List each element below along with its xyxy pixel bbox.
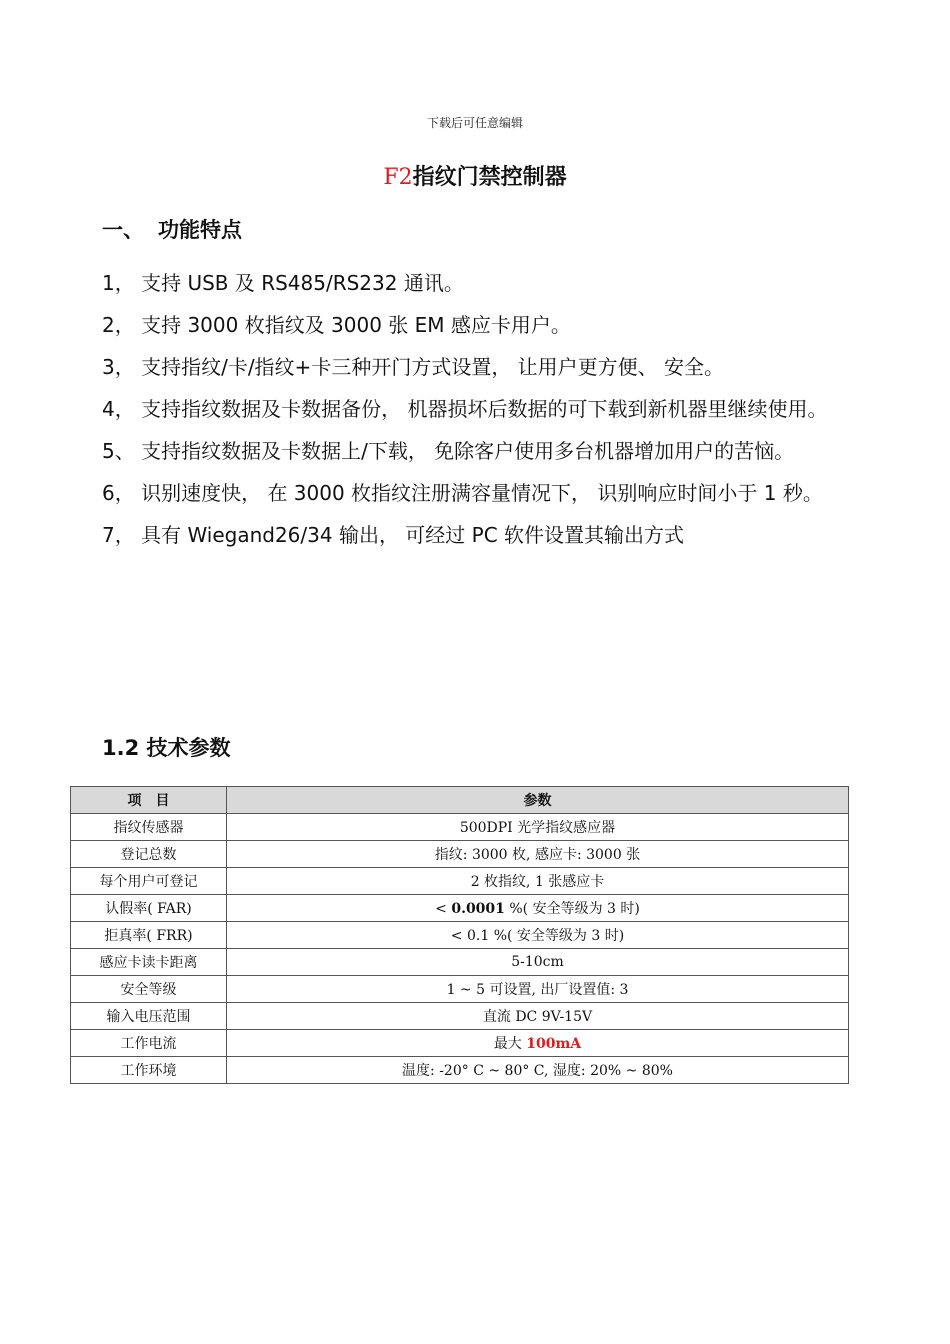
table-row (71, 1003, 849, 1030)
feature-item: 2， 支持 3000 枚指纹及 3000 张 EM 感应卡用户。 (102, 313, 571, 337)
table-row (71, 1057, 849, 1084)
item-cell: 安全等级 (71, 976, 227, 1003)
value-cell: 1 ~ 5 可设置, 出厂设置值: 3 (227, 976, 849, 1003)
value-cell: 指纹: 3000 枚, 感应卡: 3000 张 (227, 841, 849, 868)
section-heading-tech-params: 1.2 技术参数 (102, 736, 231, 760)
item-cell: 拒真率( FRR) (71, 922, 227, 949)
table-row (71, 814, 849, 841)
header-note: 下载后可任意编辑 (426, 116, 523, 130)
value-cell: 2 枚指纹, 1 张感应卡 (227, 868, 849, 895)
item-cell: 认假率( FAR) (71, 895, 227, 922)
document-title (0, 160, 950, 191)
title-model: F2 (383, 165, 413, 190)
table-row (71, 949, 849, 976)
value-cell: 直流 DC 9V-15V (227, 1003, 849, 1030)
table-header-row (71, 787, 849, 814)
item-cell: 工作环境 (71, 1057, 227, 1084)
table-row (71, 895, 849, 922)
column-header-item: 项 目 (71, 787, 227, 814)
tech-params-table (70, 786, 849, 1084)
item-cell: 指纹传感器 (71, 814, 227, 841)
feature-item: 7， 具有 Wiegand26/34 输出， 可经过 PC 软件设置其输出方式 (102, 523, 685, 547)
table-row (71, 976, 849, 1003)
value-cell (227, 1030, 849, 1057)
feature-list (102, 262, 832, 556)
column-header-param: 参数 (227, 787, 849, 814)
feature-item: 3， 支持指纹/卡/指纹+卡三种开门方式设置， 让用户更方便、 安全。 (102, 355, 725, 379)
value-cell: 500DPI 光学指纹感应器 (227, 814, 849, 841)
item-cell: 感应卡读卡距离 (71, 949, 227, 976)
table-row (71, 922, 849, 949)
item-cell: 登记总数 (71, 841, 227, 868)
value-cell: 5-10cm (227, 949, 849, 976)
feature-item: 5、 支持指纹数据及卡数据上/下载， 免除客户使用多台机器增加用户的苦恼。 (102, 439, 795, 463)
feature-item: 1， 支持 USB 及 RS485/RS232 通讯。 (102, 271, 464, 295)
feature-item: 6， 识别速度快， 在 3000 枚指纹注册满容量情况下， 识别响应时间小于 1 秒。 (102, 481, 823, 505)
value-cell: < 0.1 %( 安全等级为 3 时) (227, 922, 849, 949)
table-row (71, 1030, 849, 1057)
section-title: 功能特点 (158, 218, 242, 242)
title-text: 指纹门禁控制器 (412, 165, 567, 190)
feature-item: 4， 支持指纹数据及卡数据备份， 机器损坏后数据的可下载到新机器里继续使用。 (102, 397, 828, 421)
value-suffix: %( 安全等级为 3 时) (504, 901, 640, 917)
table-row (71, 841, 849, 868)
value-emphasis: 0.0001 (451, 901, 505, 917)
value-cell (227, 895, 849, 922)
value-prefix: 最大 (493, 1036, 527, 1052)
value-prefix: < (435, 901, 452, 917)
table-row (71, 868, 849, 895)
value-highlight: 100mA (526, 1036, 582, 1052)
item-cell: 输入电压范围 (71, 1003, 227, 1030)
value-cell: 温度: -20° C ~ 80° C, 湿度: 20% ~ 80% (227, 1057, 849, 1084)
item-cell: 工作电流 (71, 1030, 227, 1057)
item-cell: 每个用户可登记 (71, 868, 227, 895)
section-number: 一、 (102, 218, 144, 242)
section-heading-features (102, 214, 242, 244)
